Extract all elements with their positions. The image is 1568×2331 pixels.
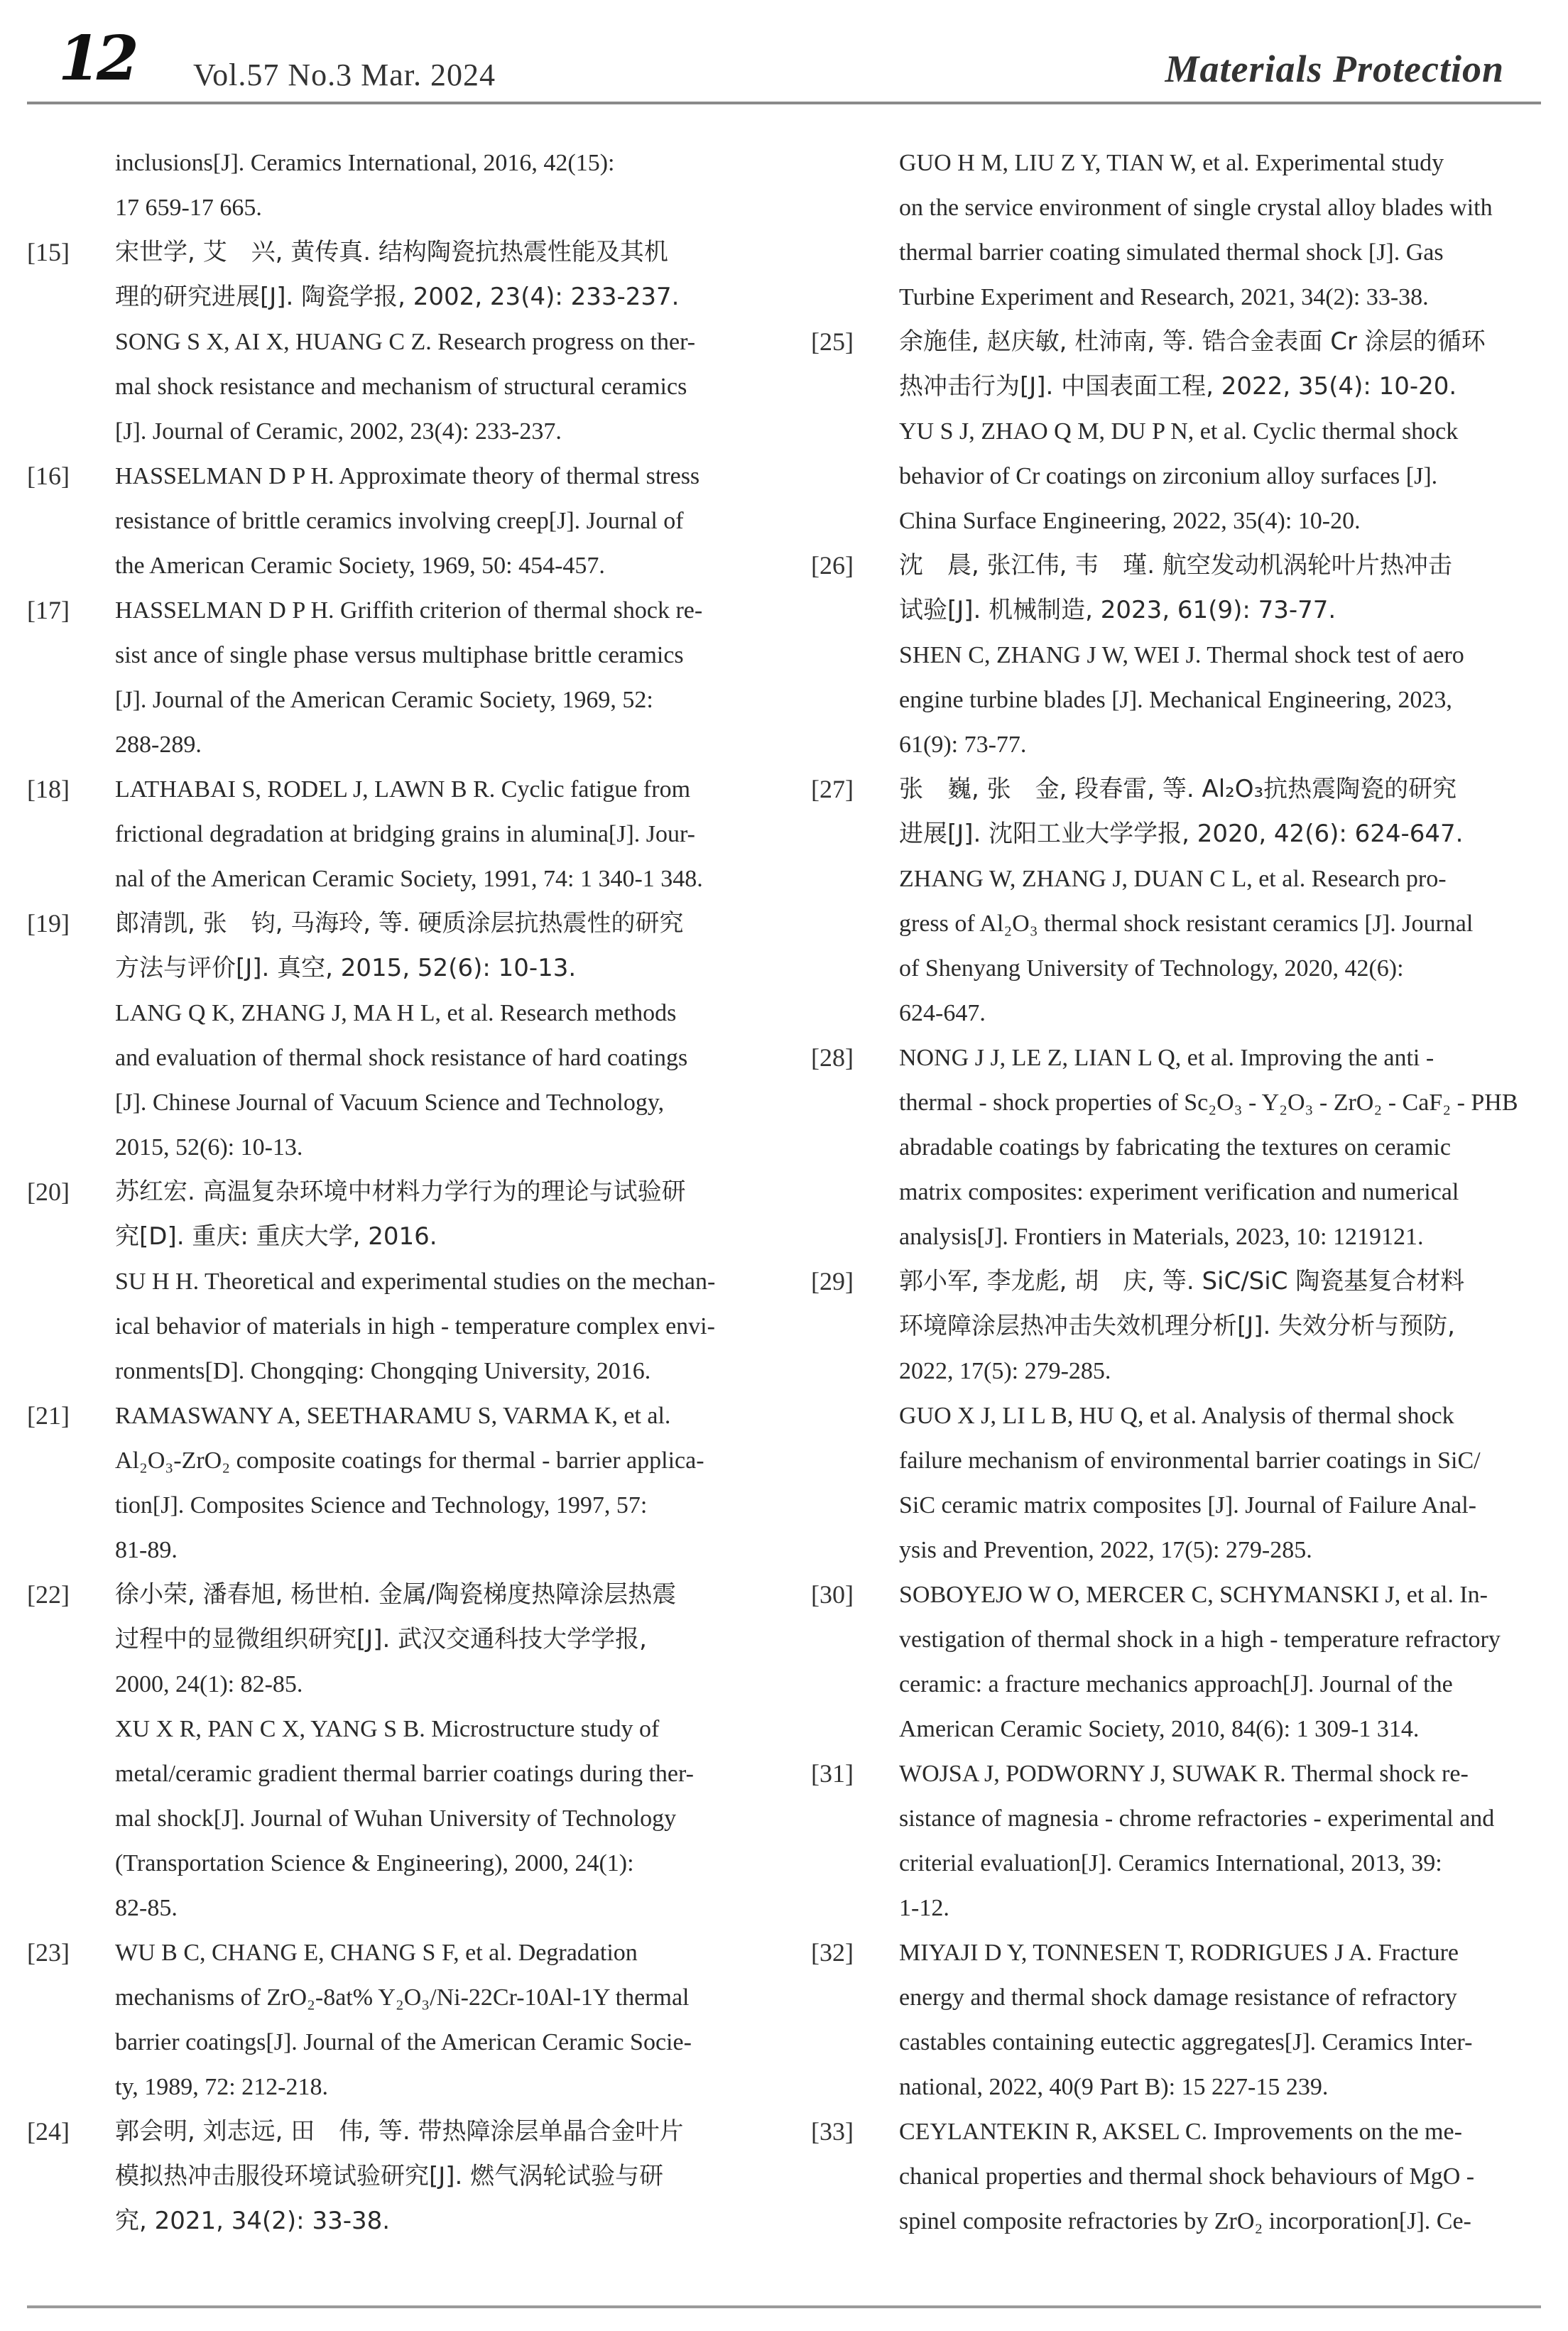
reference-line [811,543,1562,588]
reference-text: 17 659-17 665. [115,195,262,221]
reference-text: ceramic: a fracture mechanics approach[J]. Journal of the [899,1671,1453,1697]
reference-line [27,1662,778,1707]
reference-text: ty, 1989, 72: 212-218. [115,2074,329,2100]
reference-text: 进展[J]. 沈阳工业大学学报, 2020, 42(6): 624-647. [899,820,1464,848]
reference-line [27,1528,778,1572]
reference-line [811,2199,1562,2244]
reference-text: MIYAJI D Y, TONNESEN T, RODRIGUES J A. Fracture [899,1940,1459,1966]
reference-text: metal/ceramic gradient thermal barrier coatings during ther- [115,1761,694,1787]
reference-text: 288-289. [115,732,202,758]
reference-line [811,409,1562,454]
reference-text: 1-12. [899,1895,949,1921]
reference-text: 81-89. [115,1537,178,1563]
reference-text: 宋世学, 艾 兴, 黄传真. 结构陶瓷抗热震性能及其机 [115,238,668,266]
reference-entry [27,767,778,901]
reference-line [27,499,778,543]
reference-number: [25] [811,327,854,356]
reference-number: [27] [811,775,854,803]
reference-line [811,1080,1562,1125]
reference-text: tion[J]. Composites Science and Technology, 1997, 57: [115,1492,648,1518]
page-number: 12 [58,23,135,94]
reference-entry [27,1572,778,1930]
reference-text: 82-85. [115,1895,178,1921]
reference-text: LATHABAI S, RODEL J, LAWN B R. Cyclic fatigue from [115,776,691,803]
reference-line [27,1215,778,1259]
reference-line [811,1572,1562,1617]
reference-text: China Surface Engineering, 2022, 35(4): 10-20. [899,508,1361,534]
reference-line [27,2199,778,2244]
reference-number: [23] [27,1938,70,1967]
reference-text: of Shenyang University of Technology, 2020, 42(6): [899,955,1404,982]
reference-text: 2022, 17(5): 279-285. [899,1358,1111,1384]
reference-line [27,1751,778,1796]
reference-line [811,2109,1562,2154]
reference-line [27,991,778,1036]
reference-line [27,946,778,991]
reference-entry [811,767,1562,1036]
reference-line [811,991,1562,1036]
reference-entry [27,1393,778,1572]
reference-text: XU X R, PAN C X, YANG S B. Microstructure study of [115,1716,660,1742]
reference-line [27,275,778,320]
reference-line [811,364,1562,409]
references-right-column [811,141,1562,2244]
reference-number: [15] [27,238,70,266]
reference-text: [J]. Journal of the American Ceramic Society, 1969, 52: [115,687,653,713]
reference-line [27,812,778,857]
reference-text: GUO H M, LIU Z Y, TIAN W, et al. Experimental study [899,150,1444,176]
reference-continuation [27,141,778,230]
reference-text: 过程中的显微组织研究[J]. 武汉交通科技大学学报, [115,1625,647,1653]
reference-text: sistance of magnesia - chrome refractories - experimental and [899,1805,1495,1832]
reference-line [811,2065,1562,2109]
reference-line [811,275,1562,320]
reference-line [811,1975,1562,2020]
reference-text: analysis[J]. Frontiers in Materials, 2023, 10: 1219121. [899,1224,1424,1250]
reference-line [27,409,778,454]
reference-line [27,320,778,364]
reference-line [811,320,1562,364]
reference-text: frictional degradation at bridging grains in alumina[J]. Jour- [115,821,695,847]
reference-line [27,543,778,588]
reference-text: chanical properties and thermal shock behaviours of MgO - [899,2163,1475,2190]
reference-entry [27,230,778,454]
reference-text: YU S J, ZHAO Q M, DU P N, et al. Cyclic thermal shock [899,418,1459,445]
reference-text: nal of the American Ceramic Society, 1991, 74: 1 340-1 348. [115,866,703,892]
reference-line [811,1841,1562,1886]
reference-line [27,1617,778,1662]
reference-entry [811,543,1562,767]
reference-text: matrix composites: experiment verification and numerical [899,1179,1459,1205]
reference-line [27,454,778,499]
reference-line [811,1528,1562,1572]
reference-line [27,1841,778,1886]
reference-text: 模拟热冲击服役环境试验研究[J]. 燃气涡轮试验与研 [115,2162,664,2190]
reference-text: SHEN C, ZHANG J W, WEI J. Thermal shock test of aero [899,642,1464,668]
reference-line [27,1796,778,1841]
reference-line [811,1662,1562,1707]
reference-line [811,633,1562,678]
reference-text: HASSELMAN D P H. Approximate theory of thermal stress [115,463,700,489]
reference-text: 2000, 24(1): 82-85. [115,1671,303,1697]
reference-line [811,230,1562,275]
reference-number: [16] [27,462,70,490]
reference-text: RAMASWANY A, SEETHARAMU S, VARMA K, et al. [115,1403,671,1429]
reference-text: mechanisms of ZrO₂-8at% Y₂O₃/Ni-22Cr-10Al-1Y thermal [115,1984,690,2011]
reference-text: 方法与评价[J]. 真空, 2015, 52(6): 10-13. [115,954,577,982]
reference-text: spinel composite refractories by ZrO₂ incorporation[J]. Ce- [899,2208,1471,2234]
reference-text: engine turbine blades [J]. Mechanical Engineering, 2023, [899,687,1452,713]
reference-text: on the service environment of single crystal alloy blades with [899,195,1493,221]
reference-line [811,1215,1562,1259]
reference-entry [811,2109,1562,2244]
reference-line [811,2154,1562,2199]
reference-text: barrier coatings[J]. Journal of the American Ceramic Socie- [115,2029,692,2055]
reference-text: Al₂O₃-ZrO₂ composite coatings for thermal - barrier applica- [115,1447,704,1474]
reference-line [27,901,778,946]
reference-text: LANG Q K, ZHANG J, MA H L, et al. Research methods [115,1000,677,1026]
reference-number: [30] [811,1580,854,1609]
reference-text: the American Ceramic Society, 1969, 50: 454-457. [115,553,605,579]
reference-number: [31] [811,1759,854,1788]
reference-line [27,1975,778,2020]
reference-text: and evaluation of thermal shock resistance of hard coatings [115,1045,688,1071]
reference-text: thermal barrier coating simulated thermal shock [J]. Gas [899,239,1444,266]
reference-text: ical behavior of materials in high - temperature complex envi- [115,1313,715,1340]
reference-line [811,499,1562,543]
reference-line [27,141,778,185]
reference-entry [27,1930,778,2109]
reference-line [27,588,778,633]
reference-text: 郭小军, 李龙彪, 胡 庆, 等. SiC/SiC 陶瓷基复合材料 [899,1267,1465,1295]
reference-text: 2015, 52(6): 10-13. [115,1134,303,1161]
reference-text: SONG S X, AI X, HUANG C Z. Research progress on ther- [115,329,696,355]
reference-line [811,1483,1562,1528]
reference-line [811,946,1562,991]
reference-line [27,1886,778,1930]
reference-text: 余施佳, 赵庆敏, 杜沛南, 等. 锆合金表面 Cr 涂层的循环 [899,327,1486,356]
footer-rule [27,2305,1541,2308]
reference-line [27,1259,778,1304]
reference-line [811,2020,1562,2065]
reference-text: mal shock[J]. Journal of Wuhan University of Technology [115,1805,677,1832]
reference-text: mal shock resistance and mechanism of structural ceramics [115,374,687,400]
reference-entry [811,320,1562,543]
reference-text: inclusions[J]. Ceramics International, 2016, 42(15): [115,150,615,176]
reference-line [811,141,1562,185]
reference-text: SOBOYEJO W O, MERCER C, SCHYMANSKI J, et al. In- [899,1582,1488,1608]
reference-number: [33] [811,2117,854,2146]
reference-number: [28] [811,1043,854,1072]
reference-text: ysis and Prevention, 2022, 17(5): 279-285. [899,1537,1312,1563]
reference-entry [27,588,778,767]
reference-line [27,1707,778,1751]
reference-line [27,767,778,812]
reference-line [811,767,1562,812]
reference-line [811,1170,1562,1215]
reference-line [27,1036,778,1080]
reference-line [27,1438,778,1483]
reference-line [27,2154,778,2199]
reference-text: SiC ceramic matrix composites [J]. Journal of Failure Anal- [899,1492,1476,1518]
reference-line [27,364,778,409]
reference-text: American Ceramic Society, 2010, 84(6): 1 309-1 314. [899,1716,1420,1742]
reference-text: vestigation of thermal shock in a high - temperature refractory [899,1626,1501,1653]
reference-line [27,1930,778,1975]
reference-line [811,1751,1562,1796]
reference-number: [22] [27,1580,70,1609]
reference-text: castables containing eutectic aggregates[J]. Ceramics Inter- [899,2029,1473,2055]
reference-line [27,2020,778,2065]
reference-text: sist ance of single phase versus multiphase brittle ceramics [115,642,684,668]
reference-line [27,1304,778,1349]
reference-line [811,185,1562,230]
reference-text: ronments[D]. Chongqing: Chongqing University, 2016. [115,1358,651,1384]
reference-entry [811,1751,1562,1930]
reference-text: WOJSA J, PODWORNY J, SUWAK R. Thermal shock re- [899,1761,1469,1787]
reference-line [811,1393,1562,1438]
reference-line [811,1796,1562,1841]
reference-text: 究, 2021, 34(2): 33-38. [115,2207,391,2235]
reference-line [27,1393,778,1438]
reference-line [27,1080,778,1125]
journal-title: Materials Protection [1165,48,1504,90]
reference-text: failure mechanism of environmental barrier coatings in SiC/ [899,1447,1481,1474]
reference-line [811,1617,1562,1662]
reference-text: 61(9): 73-77. [899,732,1027,758]
reference-text: 理的研究进展[J]. 陶瓷学报, 2002, 23(4): 233-237. [115,283,680,311]
reference-entry [27,901,778,1170]
reference-line [811,722,1562,767]
reference-number: [32] [811,1938,854,1967]
reference-text: CEYLANTEKIN R, AKSEL C. Improvements on the me- [899,2119,1462,2145]
reference-line [811,1125,1562,1170]
reference-line [811,1036,1562,1080]
header-rule [27,102,1541,104]
reference-line [27,1572,778,1617]
reference-line [811,678,1562,722]
reference-text: GUO X J, LI L B, HU Q, et al. Analysis of thermal shock [899,1403,1454,1429]
reference-text: abradable coatings by fabricating the textures on ceramic [899,1134,1451,1161]
reference-entry [811,1572,1562,1751]
reference-line [27,857,778,901]
reference-line [811,1304,1562,1349]
reference-line [811,454,1562,499]
reference-number [27,141,115,185]
reference-text: HASSELMAN D P H. Griffith criterion of thermal shock re- [115,597,703,624]
reference-text: Turbine Experiment and Research, 2021, 34(2): 33-38. [899,284,1429,310]
reference-line [811,1707,1562,1751]
reference-number: [20] [27,1178,70,1206]
reference-line [27,2065,778,2109]
reference-line [811,1259,1562,1304]
reference-text: 张 巍, 张 金, 段春雷, 等. Al₂O₃抗热震陶瓷的研究 [899,775,1457,803]
reference-number: [18] [27,775,70,803]
reference-text: 究[D]. 重庆: 重庆大学, 2016. [115,1222,437,1251]
reference-number: [21] [27,1401,70,1430]
reference-text: energy and thermal shock damage resistance of refractory [899,1984,1457,2011]
reference-text: 环境障涂层热冲击失效机理分析[J]. 失效分析与预防, [899,1312,1455,1340]
reference-text: resistance of brittle ceramics involving creep[J]. Journal of [115,508,684,534]
reference-text: ZHANG W, ZHANG J, DUAN C L, et al. Research pro- [899,866,1447,892]
reference-text: 沈 晨, 张江伟, 韦 瑾. 航空发动机涡轮叶片热冲击 [899,551,1452,580]
reference-text: NONG J J, LE Z, LIAN L Q, et al. Improving the anti - [899,1045,1434,1071]
reference-text: 郭会明, 刘志远, 田 伟, 等. 带热障涂层单晶合金叶片 [115,2117,684,2146]
reference-line [27,1483,778,1528]
reference-number: [29] [811,1267,854,1295]
reference-text: national, 2022, 40(9 Part B): 15 227-15 239. [899,2074,1329,2100]
reference-text: 624-647. [899,1000,986,1026]
reference-text: 试验[J]. 机械制造, 2023, 61(9): 73-77. [899,596,1336,624]
reference-line [811,812,1562,857]
reference-text: 苏红宏. 高温复杂环境中材料力学行为的理论与试验研 [115,1178,686,1206]
reference-line [27,633,778,678]
reference-line [27,1349,778,1393]
reference-text: criterial evaluation[J]. Ceramics International, 2013, 39: [899,1850,1442,1876]
reference-number [811,141,899,185]
reference-line [27,2109,778,2154]
reference-entry [27,1170,778,1393]
reference-text: 郎清凯, 张 钧, 马海玲, 等. 硬质涂层抗热震性的研究 [115,909,684,938]
reference-text: behavior of Cr coatings on zirconium alloy surfaces [J]. [899,463,1438,489]
reference-text: 徐小荣, 潘春旭, 杨世柏. 金属/陶瓷梯度热障涂层热震 [115,1580,677,1609]
reference-line [811,857,1562,901]
reference-line [811,588,1562,633]
reference-text: thermal - shock properties of Sc₂O₃ - Y₂O₃ - ZrO₂ - CaF₂ - PHB [899,1090,1518,1116]
reference-entry [811,1036,1562,1259]
reference-line [27,678,778,722]
reference-line [27,1170,778,1215]
reference-text: gress of Al₂O₃ thermal shock resistant ceramics [J]. Journal [899,911,1474,937]
reference-line [811,1886,1562,1930]
reference-text: (Transportation Science & Engineering), 2000, 24(1): [115,1850,634,1876]
reference-line [811,1930,1562,1975]
reference-entry [811,1259,1562,1572]
reference-text: SU H H. Theoretical and experimental studies on the mechan- [115,1268,716,1295]
reference-line [27,1125,778,1170]
reference-line [811,901,1562,946]
reference-line [27,185,778,230]
issue-info: Vol.57 No.3 Mar. 2024 [193,58,496,92]
reference-line [27,722,778,767]
reference-line [811,1438,1562,1483]
reference-entry [27,454,778,588]
reference-text: 热冲击行为[J]. 中国表面工程, 2022, 35(4): 10-20. [899,372,1457,401]
reference-entry [27,2109,778,2244]
reference-line [27,230,778,275]
reference-number: [26] [811,551,854,580]
reference-text: WU B C, CHANG E, CHANG S F, et al. Degradation [115,1940,638,1966]
reference-number: [17] [27,596,70,624]
reference-line [811,1349,1562,1393]
reference-entry [811,1930,1562,2109]
references-left-column [27,141,778,2244]
reference-number: [24] [27,2117,70,2146]
reference-text: [J]. Chinese Journal of Vacuum Science and Technology, [115,1090,665,1116]
reference-number: [19] [27,909,70,938]
reference-continuation [811,141,1562,320]
reference-text: [J]. Journal of Ceramic, 2002, 23(4): 233-237. [115,418,562,445]
